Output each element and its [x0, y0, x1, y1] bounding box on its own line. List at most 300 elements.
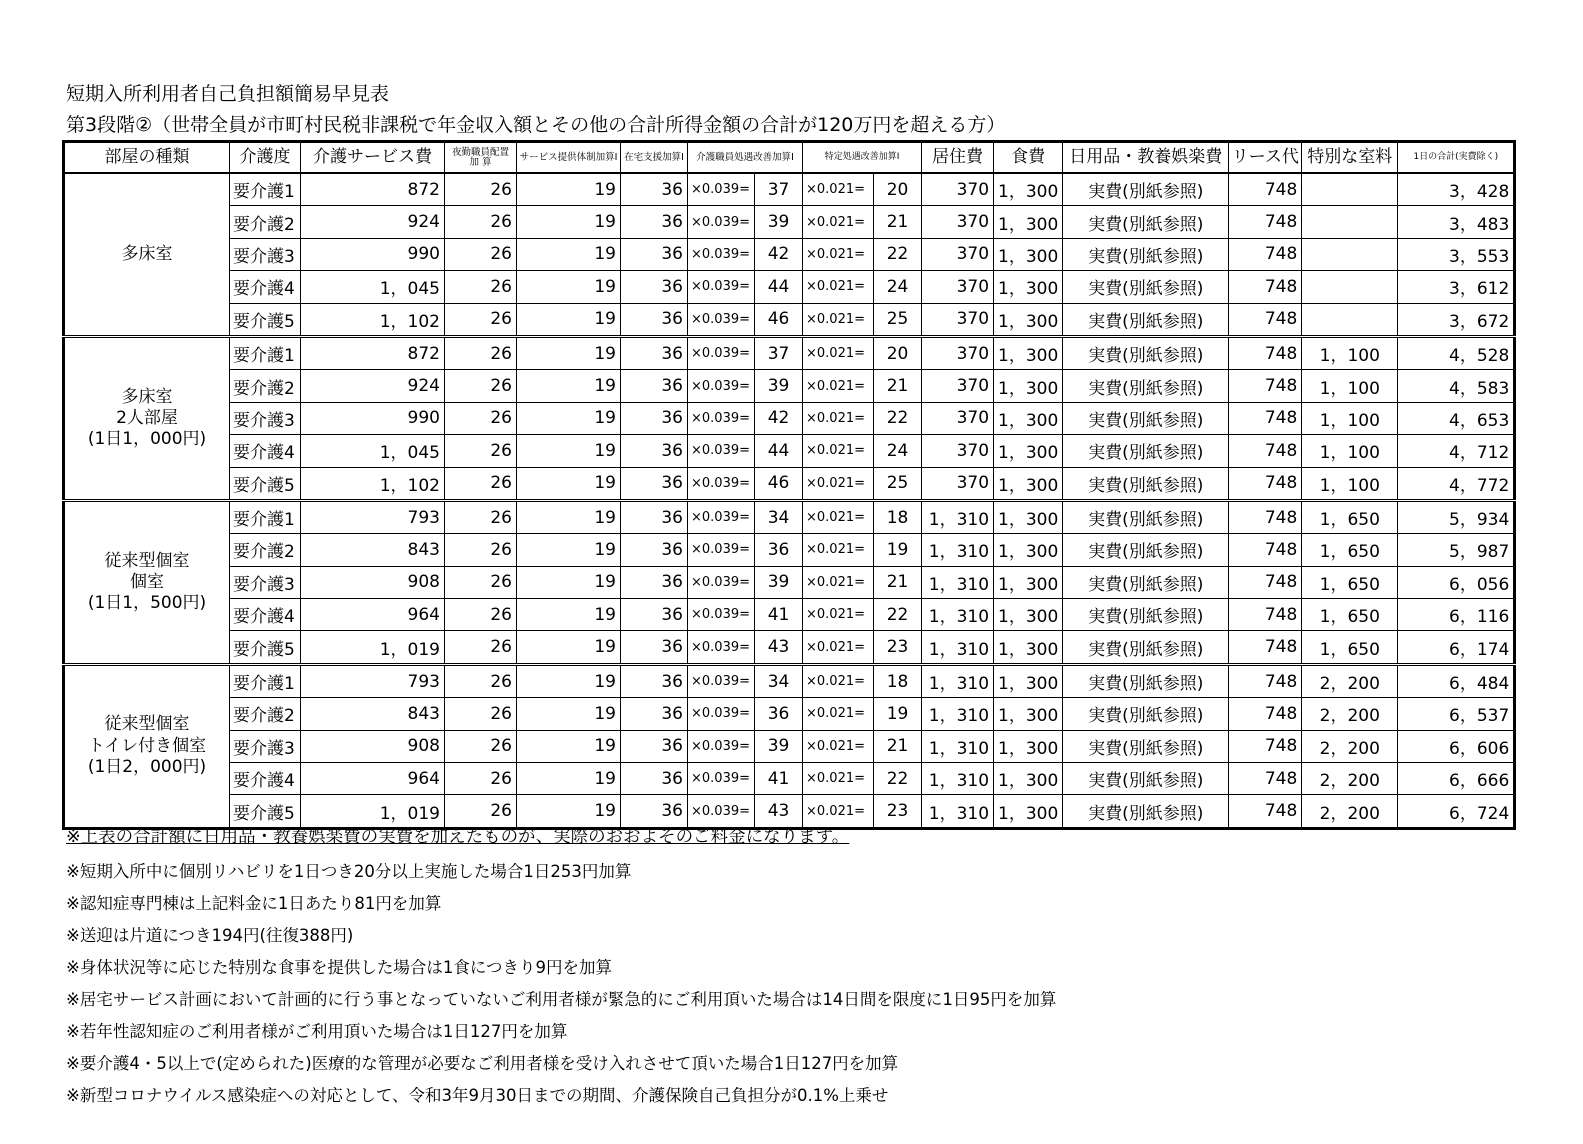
special-treatment-cell: 23 [874, 795, 922, 828]
night-staff-cell: 26 [445, 599, 517, 631]
lease-cell: 748 [1229, 467, 1302, 500]
meal-cell: 1，300 [994, 763, 1063, 795]
room-type-line: 多床室 [121, 386, 173, 407]
care-service-cell: 908 [301, 730, 445, 762]
special-treatment-rate-cell: ×0.021= [803, 271, 874, 303]
care-level-cell: 要介護3 [230, 402, 301, 434]
service-system-cell: 19 [517, 730, 621, 762]
special-room-cell: 1，650 [1302, 599, 1398, 631]
special-room-cell: 1，100 [1302, 402, 1398, 434]
care-service-cell: 908 [301, 566, 445, 598]
header-staff-treatment: 介護職員処遇改善加算Ⅰ [688, 142, 803, 174]
staff-treatment-cell: 36 [755, 534, 803, 566]
lease-cell: 748 [1229, 336, 1302, 369]
note-item: ※送迎は片道につき194円(往復388円) [66, 926, 354, 945]
meal-cell: 1，300 [994, 698, 1063, 730]
staff-treatment-rate-cell: ×0.039= [688, 271, 755, 303]
service-system-cell: 19 [517, 566, 621, 598]
staff-treatment-rate-cell: ×0.039= [688, 795, 755, 828]
meal-cell: 1，300 [994, 730, 1063, 762]
night-staff-cell: 26 [445, 664, 517, 697]
staff-treatment-cell: 39 [755, 206, 803, 238]
home-support-cell: 36 [621, 698, 688, 730]
staff-treatment-rate-cell: ×0.039= [688, 698, 755, 730]
staff-treatment-cell: 36 [755, 698, 803, 730]
care-level-cell: 要介護5 [230, 467, 301, 500]
room-type-line: トイレ付き個室 [87, 735, 207, 756]
daily-total-cell: 6，116 [1398, 599, 1515, 631]
special-treatment-cell: 25 [874, 467, 922, 500]
staff-treatment-rate-cell: ×0.039= [688, 402, 755, 434]
meal-cell: 1，300 [994, 435, 1063, 467]
care-service-cell: 872 [301, 336, 445, 369]
note-item: ※身体状況等に応じた特別な食事を提供した場合は1食につきり9円を加算 [66, 958, 612, 977]
meal-cell: 1，300 [994, 566, 1063, 598]
daily-goods-cell: 実費(別紙参照) [1063, 795, 1229, 828]
meal-cell: 1，300 [994, 271, 1063, 303]
night-staff-cell: 26 [445, 566, 517, 598]
meal-cell: 1，300 [994, 206, 1063, 238]
daily-total-cell: 4，528 [1398, 336, 1515, 369]
special-room-cell: 1，100 [1302, 370, 1398, 402]
special-treatment-rate-cell: ×0.021= [803, 566, 874, 598]
staff-treatment-rate-cell: ×0.039= [688, 303, 755, 336]
special-treatment-rate-cell: ×0.021= [803, 303, 874, 336]
home-support-cell: 36 [621, 599, 688, 631]
special-treatment-cell: 20 [874, 336, 922, 369]
daily-goods-cell: 実費(別紙参照) [1063, 467, 1229, 500]
lease-cell: 748 [1229, 206, 1302, 238]
header-room-type: 部屋の種類 [64, 142, 230, 174]
care-level-cell: 要介護5 [230, 631, 301, 664]
lease-cell: 748 [1229, 402, 1302, 434]
daily-total-cell: 4，583 [1398, 370, 1515, 402]
daily-total-cell: 3，672 [1398, 303, 1515, 336]
residence-cell: 1，310 [922, 631, 994, 664]
lease-cell: 748 [1229, 173, 1302, 206]
lease-cell: 748 [1229, 271, 1302, 303]
daily-total-cell: 6，724 [1398, 795, 1515, 828]
service-system-cell: 19 [517, 370, 621, 402]
staff-treatment-rate-cell: ×0.039= [688, 238, 755, 270]
residence-cell: 1，310 [922, 763, 994, 795]
header-lease: リース代 [1229, 142, 1302, 174]
daily-goods-cell: 実費(別紙参照) [1063, 336, 1229, 369]
daily-goods-cell: 実費(別紙参照) [1063, 730, 1229, 762]
fee-table-body [64, 173, 1515, 828]
special-treatment-cell: 24 [874, 271, 922, 303]
special-treatment-rate-cell: ×0.021= [803, 664, 874, 697]
table-row [64, 534, 1515, 566]
residence-cell: 370 [922, 467, 994, 500]
page-subtitle: 第3段階②（世帯全員が市町村民税非課税で年金収入額とその他の合計所得金額の合計が120万円を超える方） [66, 114, 1006, 136]
service-system-cell: 19 [517, 173, 621, 206]
staff-treatment-rate-cell: ×0.039= [688, 500, 755, 533]
special-room-cell: 2，200 [1302, 698, 1398, 730]
lease-cell: 748 [1229, 730, 1302, 762]
room-type-line: (1日1，000円) [87, 429, 207, 450]
table-row [64, 271, 1515, 303]
home-support-cell: 36 [621, 730, 688, 762]
special-treatment-rate-cell: ×0.021= [803, 599, 874, 631]
table-row [64, 206, 1515, 238]
table-row [64, 599, 1515, 631]
night-staff-cell: 26 [445, 173, 517, 206]
staff-treatment-rate-cell: ×0.039= [688, 173, 755, 206]
care-service-cell: 1，045 [301, 271, 445, 303]
staff-treatment-cell: 39 [755, 566, 803, 598]
meal-cell: 1，300 [994, 534, 1063, 566]
room-type-cell [64, 664, 230, 828]
care-service-cell: 990 [301, 238, 445, 270]
daily-total-cell: 4，712 [1398, 435, 1515, 467]
special-room-cell: 1，650 [1302, 534, 1398, 566]
residence-cell: 370 [922, 336, 994, 369]
daily-goods-cell: 実費(別紙参照) [1063, 271, 1229, 303]
daily-total-cell: 3，612 [1398, 271, 1515, 303]
special-room-cell: 2，200 [1302, 664, 1398, 697]
care-service-cell: 1，019 [301, 795, 445, 828]
night-staff-cell: 26 [445, 238, 517, 270]
note-item: ※短期入所中に個別リハビリを1日つき20分以上実施した場合1日253円加算 [66, 862, 632, 881]
special-room-cell [1302, 271, 1398, 303]
residence-cell: 370 [922, 173, 994, 206]
night-staff-cell: 26 [445, 435, 517, 467]
special-treatment-rate-cell: ×0.021= [803, 206, 874, 238]
room-type-line: (1日1，500円) [87, 593, 207, 613]
daily-total-cell: 4，653 [1398, 402, 1515, 434]
night-staff-cell: 26 [445, 370, 517, 402]
special-treatment-cell: 23 [874, 631, 922, 664]
care-level-cell: 要介護1 [230, 664, 301, 697]
table-row [64, 730, 1515, 762]
home-support-cell: 36 [621, 336, 688, 369]
home-support-cell: 36 [621, 206, 688, 238]
daily-goods-cell: 実費(別紙参照) [1063, 534, 1229, 566]
special-treatment-cell: 18 [874, 500, 922, 533]
staff-treatment-cell: 44 [755, 435, 803, 467]
staff-treatment-cell: 39 [755, 370, 803, 402]
staff-treatment-cell: 42 [755, 402, 803, 434]
home-support-cell: 36 [621, 500, 688, 533]
home-support-cell: 36 [621, 631, 688, 664]
special-treatment-rate-cell: ×0.021= [803, 173, 874, 206]
room-type-cell [64, 336, 230, 500]
staff-treatment-rate-cell: ×0.039= [688, 370, 755, 402]
room-type-line: (1日2，000円) [87, 756, 207, 777]
care-service-cell: 793 [301, 664, 445, 697]
daily-goods-cell: 実費(別紙参照) [1063, 566, 1229, 598]
daily-goods-cell: 実費(別紙参照) [1063, 402, 1229, 434]
meal-cell: 1，300 [994, 336, 1063, 369]
daily-goods-cell: 実費(別紙参照) [1063, 370, 1229, 402]
staff-treatment-rate-cell: ×0.039= [688, 206, 755, 238]
special-treatment-cell: 22 [874, 238, 922, 270]
room-type-line: 多床室 [121, 243, 173, 264]
special-treatment-cell: 22 [874, 599, 922, 631]
service-system-cell: 19 [517, 698, 621, 730]
special-room-cell: 1，650 [1302, 500, 1398, 533]
header-night-staff: 夜勤職員配置 加 算 [445, 142, 517, 174]
header-residence: 居住費 [922, 142, 994, 174]
lease-cell: 748 [1229, 303, 1302, 336]
home-support-cell: 36 [621, 534, 688, 566]
header-special-treatment: 特定処遇改善加算Ⅰ [803, 142, 922, 174]
table-row [64, 500, 1515, 533]
care-level-cell: 要介護4 [230, 763, 301, 795]
special-room-cell: 2，200 [1302, 795, 1398, 828]
night-staff-cell: 26 [445, 631, 517, 664]
daily-goods-cell: 実費(別紙参照) [1063, 500, 1229, 533]
meal-cell: 1，300 [994, 500, 1063, 533]
residence-cell: 370 [922, 370, 994, 402]
table-row [64, 303, 1515, 336]
home-support-cell: 36 [621, 303, 688, 336]
special-room-cell [1302, 206, 1398, 238]
care-service-cell: 964 [301, 763, 445, 795]
care-level-cell: 要介護2 [230, 370, 301, 402]
residence-cell: 370 [922, 238, 994, 270]
meal-cell: 1，300 [994, 303, 1063, 336]
note-item: ※要介護4・5以上で(定められた)医療的な管理が必要なご利用者様を受け入れさせて頂いた場合1日127円を加算 [66, 1054, 899, 1073]
care-level-cell: 要介護3 [230, 566, 301, 598]
residence-cell: 1，310 [922, 566, 994, 598]
service-system-cell: 19 [517, 763, 621, 795]
care-service-cell: 924 [301, 206, 445, 238]
daily-goods-cell: 実費(別紙参照) [1063, 664, 1229, 697]
special-treatment-rate-cell: ×0.021= [803, 631, 874, 664]
care-level-cell: 要介護2 [230, 534, 301, 566]
night-staff-cell: 26 [445, 534, 517, 566]
note-item: ※居宅サービス計画において計画的に行う事となっていないご利用者様が緊急的にご利用頂いた場合は14日間を限度に1日95円を加算 [66, 990, 1057, 1009]
night-staff-cell: 26 [445, 467, 517, 500]
residence-cell: 1，310 [922, 730, 994, 762]
staff-treatment-rate-cell: ×0.039= [688, 336, 755, 369]
header-meal: 食費 [994, 142, 1063, 174]
home-support-cell: 36 [621, 763, 688, 795]
lease-cell: 748 [1229, 763, 1302, 795]
staff-treatment-cell: 37 [755, 173, 803, 206]
home-support-cell: 36 [621, 370, 688, 402]
residence-cell: 370 [922, 435, 994, 467]
header-daily-goods: 日用品・教養娯楽費 [1063, 142, 1229, 174]
table-row [64, 698, 1515, 730]
service-system-cell: 19 [517, 534, 621, 566]
special-treatment-cell: 21 [874, 206, 922, 238]
daily-total-cell: 6，537 [1398, 698, 1515, 730]
special-room-cell [1302, 238, 1398, 270]
special-room-cell: 1，100 [1302, 435, 1398, 467]
care-level-cell: 要介護1 [230, 336, 301, 369]
night-staff-cell: 26 [445, 500, 517, 533]
table-row [64, 763, 1515, 795]
room-type-cell [64, 500, 230, 664]
home-support-cell: 36 [621, 795, 688, 828]
lease-cell: 748 [1229, 599, 1302, 631]
staff-treatment-cell: 34 [755, 500, 803, 533]
table-row [64, 370, 1515, 402]
special-room-cell: 1，650 [1302, 631, 1398, 664]
daily-goods-cell: 実費(別紙参照) [1063, 206, 1229, 238]
daily-goods-cell: 実費(別紙参照) [1063, 435, 1229, 467]
staff-treatment-cell: 46 [755, 467, 803, 500]
special-room-cell: 2，200 [1302, 730, 1398, 762]
service-system-cell: 19 [517, 631, 621, 664]
special-room-cell: 2，200 [1302, 763, 1398, 795]
staff-treatment-rate-cell: ×0.039= [688, 599, 755, 631]
daily-goods-cell: 実費(別紙参照) [1063, 763, 1229, 795]
home-support-cell: 36 [621, 664, 688, 697]
daily-goods-cell: 実費(別紙参照) [1063, 698, 1229, 730]
home-support-cell: 36 [621, 238, 688, 270]
daily-total-cell: 4，772 [1398, 467, 1515, 500]
care-level-cell: 要介護2 [230, 206, 301, 238]
care-service-cell: 793 [301, 500, 445, 533]
staff-treatment-rate-cell: ×0.039= [688, 664, 755, 697]
daily-goods-cell: 実費(別紙参照) [1063, 631, 1229, 664]
room-type-line: 2人部屋 [116, 407, 178, 428]
room-type-cell [64, 173, 230, 336]
service-system-cell: 19 [517, 206, 621, 238]
night-staff-cell: 26 [445, 763, 517, 795]
staff-treatment-rate-cell: ×0.039= [688, 566, 755, 598]
special-room-cell [1302, 173, 1398, 206]
lease-cell: 748 [1229, 500, 1302, 533]
night-staff-cell: 26 [445, 336, 517, 369]
special-treatment-rate-cell: ×0.021= [803, 402, 874, 434]
staff-treatment-cell: 46 [755, 303, 803, 336]
service-system-cell: 19 [517, 238, 621, 270]
care-service-cell: 843 [301, 534, 445, 566]
special-treatment-rate-cell: ×0.021= [803, 763, 874, 795]
residence-cell: 370 [922, 206, 994, 238]
daily-goods-cell: 実費(別紙参照) [1063, 238, 1229, 270]
residence-cell: 1，310 [922, 599, 994, 631]
special-treatment-rate-cell: ×0.021= [803, 336, 874, 369]
night-staff-cell: 26 [445, 303, 517, 336]
staff-treatment-rate-cell: ×0.039= [688, 467, 755, 500]
residence-cell: 370 [922, 271, 994, 303]
table-row [64, 467, 1515, 500]
note-item: ※若年性認知症のご利用者様がご利用頂いた場合は1日127円を加算 [66, 1022, 568, 1041]
staff-treatment-rate-cell: ×0.039= [688, 730, 755, 762]
meal-cell: 1，300 [994, 795, 1063, 828]
meal-cell: 1，300 [994, 467, 1063, 500]
service-system-cell: 19 [517, 500, 621, 533]
special-treatment-cell: 22 [874, 402, 922, 434]
staff-treatment-cell: 39 [755, 730, 803, 762]
lease-cell: 748 [1229, 534, 1302, 566]
meal-cell: 1，300 [994, 664, 1063, 697]
special-room-cell [1302, 303, 1398, 336]
staff-treatment-cell: 41 [755, 763, 803, 795]
service-system-cell: 19 [517, 336, 621, 369]
special-treatment-rate-cell: ×0.021= [803, 370, 874, 402]
staff-treatment-rate-cell: ×0.039= [688, 763, 755, 795]
service-system-cell: 19 [517, 795, 621, 828]
home-support-cell: 36 [621, 271, 688, 303]
daily-total-cell: 3，553 [1398, 238, 1515, 270]
care-level-cell: 要介護5 [230, 795, 301, 828]
daily-goods-cell: 実費(別紙参照) [1063, 173, 1229, 206]
table-row [64, 238, 1515, 270]
meal-cell: 1，300 [994, 631, 1063, 664]
night-staff-cell: 26 [445, 698, 517, 730]
staff-treatment-cell: 43 [755, 631, 803, 664]
night-staff-cell: 26 [445, 402, 517, 434]
care-level-cell: 要介護3 [230, 730, 301, 762]
night-staff-cell: 26 [445, 795, 517, 828]
service-system-cell: 19 [517, 435, 621, 467]
care-level-cell: 要介護1 [230, 173, 301, 206]
special-treatment-cell: 19 [874, 534, 922, 566]
service-system-cell: 19 [517, 303, 621, 336]
special-treatment-cell: 21 [874, 566, 922, 598]
care-service-cell: 990 [301, 402, 445, 434]
daily-total-cell: 5，934 [1398, 500, 1515, 533]
header-care-service: 介護サービス費 [301, 142, 445, 174]
table-row [64, 435, 1515, 467]
table-row [64, 631, 1515, 664]
night-staff-cell: 26 [445, 206, 517, 238]
header-service-system: サービス提供体制加算Ⅰ [517, 142, 621, 174]
special-treatment-cell: 20 [874, 173, 922, 206]
meal-cell: 1，300 [994, 173, 1063, 206]
special-treatment-cell: 21 [874, 730, 922, 762]
residence-cell: 1，310 [922, 664, 994, 697]
lease-cell: 748 [1229, 795, 1302, 828]
care-service-cell: 872 [301, 173, 445, 206]
care-level-cell: 要介護3 [230, 238, 301, 270]
service-system-cell: 19 [517, 467, 621, 500]
special-room-cell: 1，650 [1302, 566, 1398, 598]
header-daily-total: 1日の合計(実費除く) [1398, 142, 1515, 174]
staff-treatment-cell: 41 [755, 599, 803, 631]
care-service-cell: 1，102 [301, 467, 445, 500]
meal-cell: 1，300 [994, 238, 1063, 270]
night-staff-cell: 26 [445, 730, 517, 762]
care-service-cell: 964 [301, 599, 445, 631]
header-home-support: 在宅支援加算Ⅰ [621, 142, 688, 174]
room-type-line: 従来型個室 [104, 714, 190, 735]
staff-treatment-cell: 34 [755, 664, 803, 697]
header-row [64, 142, 1515, 174]
daily-goods-cell: 実費(別紙参照) [1063, 303, 1229, 336]
daily-goods-cell: 実費(別紙参照) [1063, 599, 1229, 631]
lease-cell: 748 [1229, 370, 1302, 402]
special-treatment-rate-cell: ×0.021= [803, 238, 874, 270]
care-level-cell: 要介護1 [230, 500, 301, 533]
special-treatment-cell: 25 [874, 303, 922, 336]
staff-treatment-cell: 42 [755, 238, 803, 270]
meal-cell: 1，300 [994, 370, 1063, 402]
lease-cell: 748 [1229, 664, 1302, 697]
care-level-cell: 要介護4 [230, 599, 301, 631]
residence-cell: 370 [922, 402, 994, 434]
staff-treatment-rate-cell: ×0.039= [688, 534, 755, 566]
special-treatment-rate-cell: ×0.021= [803, 534, 874, 566]
table-row [64, 336, 1515, 369]
service-system-cell: 19 [517, 271, 621, 303]
home-support-cell: 36 [621, 467, 688, 500]
lease-cell: 748 [1229, 631, 1302, 664]
night-staff-cell: 26 [445, 271, 517, 303]
service-system-cell: 19 [517, 599, 621, 631]
daily-total-cell: 6，606 [1398, 730, 1515, 762]
meal-cell: 1，300 [994, 402, 1063, 434]
table-row [64, 566, 1515, 598]
header-care-level: 介護度 [230, 142, 301, 174]
